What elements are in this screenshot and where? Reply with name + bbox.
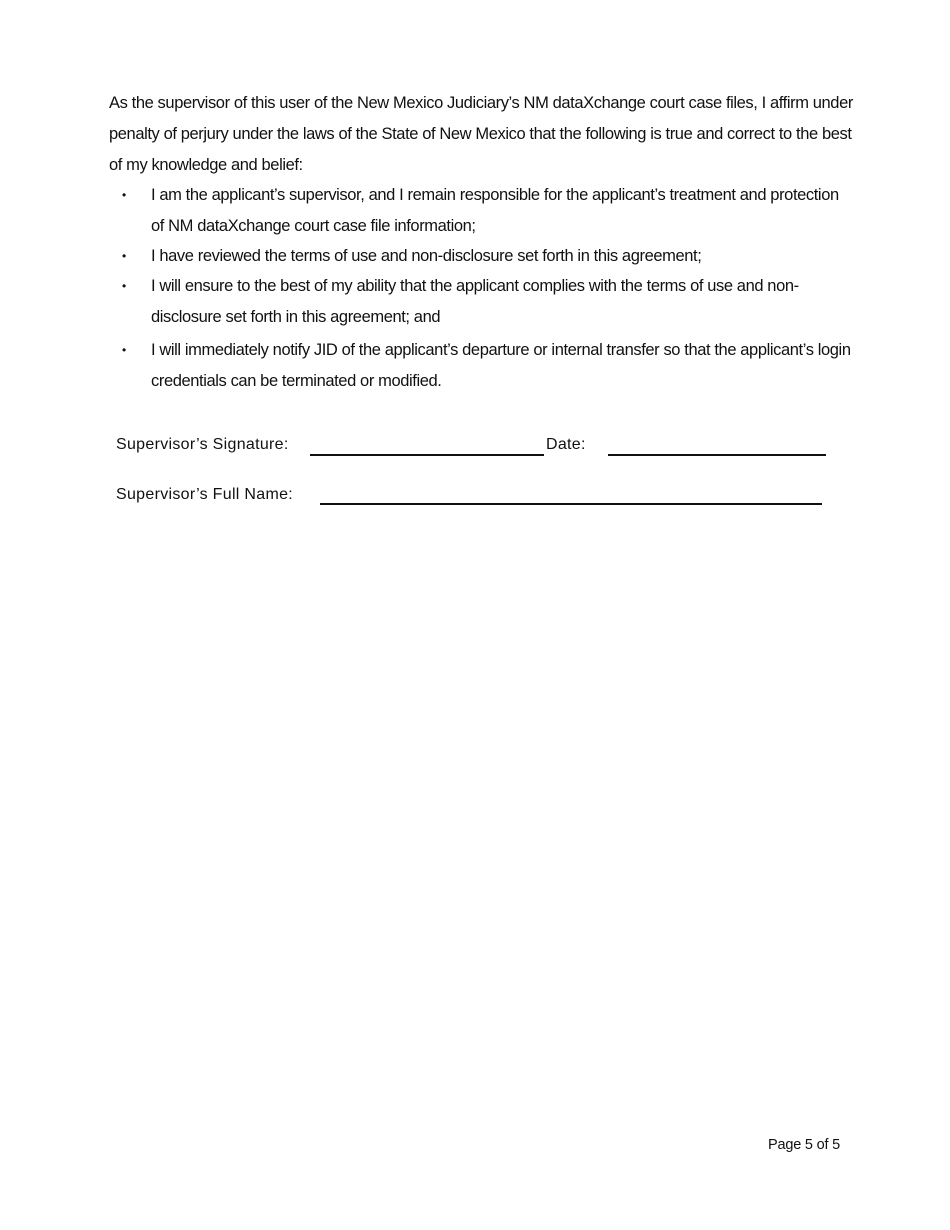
page-number: Page 5 of 5	[768, 1137, 840, 1153]
affirmation-paragraph: As the supervisor of this user of the New Mexico Judiciary’s NM dataXchange court case files, I affirm under penalty of perjury under the laws of the State of New Mexico that the following is true and correct to the best of my knowledge and belief:	[109, 94, 853, 174]
date-label: Date:	[546, 436, 586, 453]
list-item	[109, 180, 854, 242]
bullet-icon: •	[122, 188, 126, 202]
list-item	[109, 335, 854, 397]
bullet-icon: •	[122, 279, 126, 293]
supervisor-full-name-label: Supervisor’s Full Name:	[116, 486, 294, 503]
list-item-text: I will immediately notify JID of the applicant’s departure or internal transfer so that the applicant’s login credentials can be terminated or modified.	[151, 341, 851, 390]
supervisor-full-name-line[interactable]	[320, 503, 822, 505]
supervisor-signature-line[interactable]	[310, 454, 544, 456]
bullet-icon: •	[122, 343, 126, 357]
bullet-icon: •	[122, 249, 126, 263]
list-item	[109, 271, 854, 333]
list-item	[109, 241, 854, 272]
affirmation-list	[109, 180, 854, 397]
supervisor-signature-label: Supervisor’s Signature:	[116, 436, 289, 453]
date-line[interactable]	[608, 454, 826, 456]
list-item-text: I have reviewed the terms of use and non-disclosure set forth in this agreement;	[151, 247, 702, 265]
list-item-text: I will ensure to the best of my ability that the applicant complies with the terms of use and non- disclosure set forth in this agreement; and	[151, 277, 799, 326]
list-item-text: I am the applicant’s supervisor, and I remain responsible for the applicant’s treatment and protection of NM dataXchange court case file information;	[151, 186, 839, 235]
